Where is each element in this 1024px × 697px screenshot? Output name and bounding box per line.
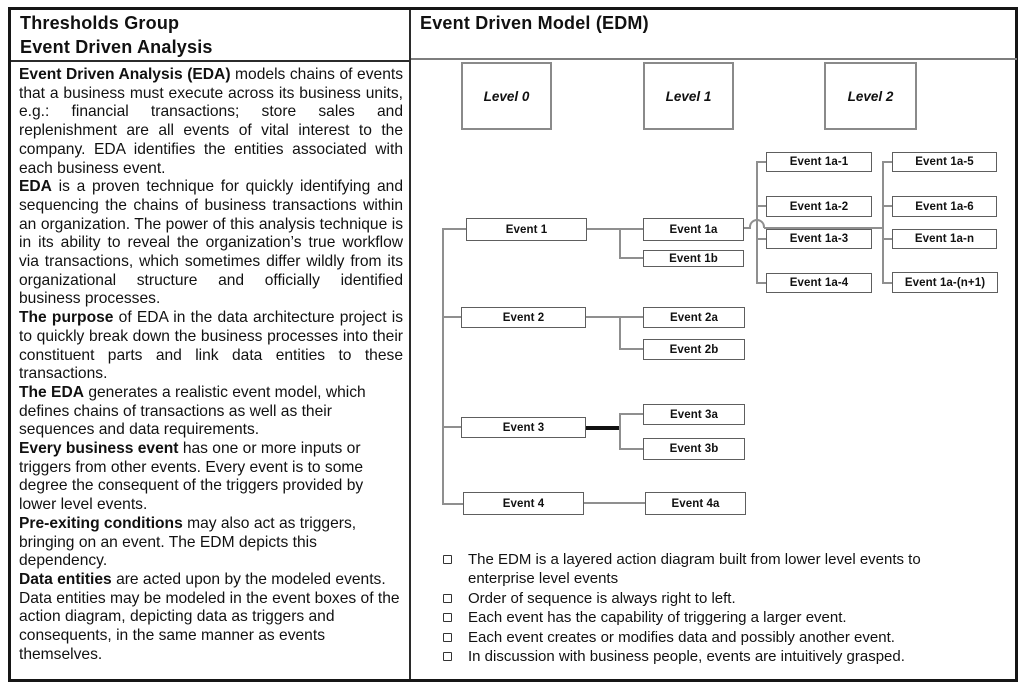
connector-to-event3a [619,413,644,415]
paragraph-eda-technique: EDA is a proven technique for quickly identifying and sequencing the chains of business transactions within an organization. The power of this analysis technique is in its ability to reveal the organization’s true workflow via transactions, which sometimes differ wildly from its organizational structure and officially identified business processes. [19,178,403,308]
left-panel-title-line1: Thresholds Group [20,13,180,33]
edm-bullet-list [441,550,1007,666]
event-3b-box: Event 3b [643,438,745,460]
connector-to-event3b [619,448,644,450]
event-4-box: Event 4 [463,492,584,515]
event-1a-n1-box: Event 1a-(n+1) [892,272,998,293]
paragraph-preexisting-conditions: Pre-exiting conditions may also act as triggers, bringing on an event. The EDM depicts this dependency. [19,514,357,570]
paragraph-eda-definition: Event Driven Analysis (EDA) models chains of events that a business must execute across its business units, e.g.: financial transactions; store sales and replenishment are all events of vital interest to the company. EDA identifies the entities associated with each business event. [19,66,403,177]
connector-branch-3-vertical [619,413,621,450]
level-2-box [824,62,917,130]
level-0-box [461,62,552,130]
level-1-box [643,62,734,130]
event-1a-box: Event 1a [643,218,744,241]
event-1a-5-box: Event 1a-5 [892,152,997,172]
event-1a-4-box: Event 1a-4 [766,273,872,293]
paragraph-eda-generates: The EDA generates a realistic event model, which defines chains of transactions as well as their sequences and data requirements. [19,383,366,439]
panel-divider [409,10,411,679]
connector-event1-to-1a [586,228,644,230]
event-2b-box: Event 2b [643,339,745,360]
connector-level2-colB-spine [882,161,884,284]
square-bullet-icon [443,555,452,564]
connector-event2-to-2a [585,316,644,318]
bullet-item [441,647,1007,666]
edm-title: Event Driven Model (EDM) [420,13,649,33]
square-bullet-icon [443,594,452,603]
connector-to-event2b [619,348,644,350]
bullet-item [441,589,1007,608]
bullet-text: Order of sequence is always right to left. [468,589,736,607]
square-bullet-icon [443,633,452,642]
level-0-label: Level 0 [483,88,530,104]
connector-stub-event3 [442,426,462,428]
bullet-item [441,608,1007,627]
left-header-divider [11,60,409,62]
event-1a-6-box: Event 1a-6 [892,196,997,217]
event-1a-1-box: Event 1a-1 [766,152,872,172]
bullet-text: In discussion with business people, events are intuitively grasped. [468,648,905,666]
connector-stub-event2 [442,316,462,318]
event-1-box: Event 1 [466,218,587,241]
event-1a-3-box: Event 1a-3 [766,229,872,249]
event-2a-box: Event 2a [643,307,745,328]
paragraph-data-entities: Data entities are acted upon by the modeled events. Data entities may be modeled in the event boxes of the action diagram, depicting data as triggers and consequents, in the same manner as events themselves. [19,570,400,663]
paragraph-purpose: The purpose of EDA in the data architecture project is to quickly break down the business processes into their constituent parts and link data entities to these transactions. [19,309,403,383]
connector-left-spine [442,228,444,505]
left-panel-title-line2: Event Driven Analysis [20,37,213,57]
event-1a-2-box: Event 1a-2 [766,196,872,217]
bullet-text: Each event creates or modifies data and possibly another event. [468,628,895,646]
left-panel-title [20,11,400,59]
connector-branch-2b-vertical [619,316,621,350]
connector-event4-to-4a [584,502,646,504]
event-3a-box: Event 3a [643,404,745,425]
square-bullet-icon [443,613,452,622]
event-1a-n-box: Event 1a-n [892,229,997,249]
connector-stub-event1 [442,228,467,230]
connector-stub-event4 [442,503,464,505]
square-bullet-icon [443,652,452,661]
connector-event3-thick [585,426,621,430]
level-1-label: Level 1 [665,88,712,104]
event-4a-box: Event 4a [645,492,746,515]
connector-level2-colA-spine [756,161,758,284]
bullet-item [441,628,1007,647]
left-panel-body [19,66,403,665]
connector-branch-1b-vertical [619,228,621,259]
level-2-label: Level 2 [847,88,894,104]
event-3-box: Event 3 [461,417,586,438]
event-2-box: Event 2 [461,307,586,328]
paragraph-business-event: Every business event has one or more inputs or triggers from other events. Every event is to some degree the consequent of the triggers provided by lower level events. [19,440,364,514]
event-1b-box: Event 1b [643,250,744,267]
bullet-item [441,550,1007,589]
right-header-divider [411,58,1017,60]
bullet-text: The EDM is a layered action diagram built from lower level events to enterprise level events [468,551,921,588]
connector-to-event1b [619,257,644,259]
bullet-text: Each event has the capability of triggering a larger event. [468,609,847,627]
